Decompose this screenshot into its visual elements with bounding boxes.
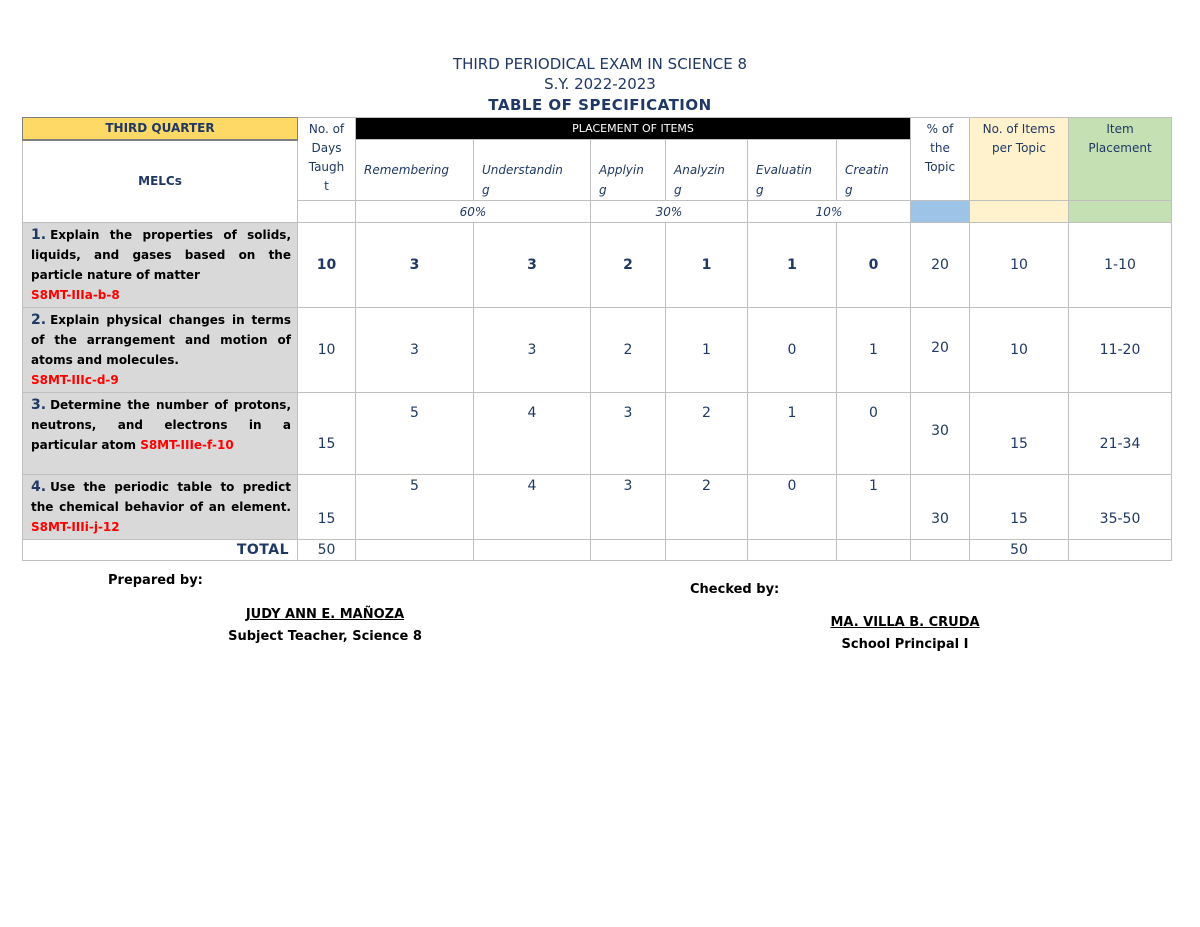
level-creating: Creatin g xyxy=(837,140,911,201)
total-label: TOTAL xyxy=(23,540,298,561)
prepared-name: JUDY ANN E. MAÑOZA xyxy=(245,607,405,622)
days-header: No. of Days Taugh t xyxy=(298,118,356,201)
total-items: 50 xyxy=(970,540,1069,561)
melc-cell: 4. Use the periodic table to predict the chemical behavior of an element. S8MT-IIIi-j-12 xyxy=(23,475,298,540)
melcs-header: MELCs xyxy=(23,140,298,223)
prepared-title: Subject Teacher, Science 8 xyxy=(228,629,422,644)
document-title: TABLE OF SPECIFICATION xyxy=(488,96,712,114)
level-understanding: Understandin g xyxy=(474,140,591,201)
exam-title: THIRD PERIODICAL EXAM IN SCIENCE 8 xyxy=(452,55,748,73)
weight-10: 10% xyxy=(748,201,911,223)
level-applying: Applyin g xyxy=(591,140,666,201)
item-placement-header: Item Placement xyxy=(1069,118,1172,201)
specification-table xyxy=(22,117,1172,561)
quarter-header: THIRD QUARTER xyxy=(23,118,298,140)
level-remembering: Remembering xyxy=(356,140,474,201)
placement-of-items-header: PLACEMENT OF ITEMS xyxy=(356,118,911,140)
table-row: 3. Determine the number of protons, neutrons, and electrons in a particular atom S8MT-IIIe-f-10 15 5 4 3 2 1 0 30 15 21-34 xyxy=(23,393,1172,475)
table-row: 1. Explain the properties of solids, liquids, and gases based on the particle nature of matter S8MT-IIIa-b-8 10 3 3 2 1 1 0 20 10 1-10 xyxy=(23,223,1172,308)
table-row: 2. Explain physical changes in terms of the arrangement and motion of atoms and molecules. S8MT-IIIc-d-9 10 3 3 2 1 0 1 20 10 11-20 xyxy=(23,308,1172,393)
percent-topic-header: % of the Topic xyxy=(911,118,970,201)
total-days: 50 xyxy=(298,540,356,561)
checked-title: School Principal I xyxy=(841,637,969,652)
table-row: 4. Use the periodic table to predict the chemical behavior of an element. S8MT-IIIi-j-12 15 5 4 3 2 0 1 30 15 35-50 xyxy=(23,475,1172,540)
level-analyzing: Analyzin g xyxy=(666,140,748,201)
items-per-topic-header: No. of Items per Topic xyxy=(970,118,1069,201)
school-year: S.Y. 2022-2023 xyxy=(544,75,656,93)
checked-name: MA. VILLA B. CRUDA xyxy=(830,615,980,630)
melc-cell: 3. Determine the number of protons, neutrons, and electrons in a particular atom S8MT-IIIe-f-10 xyxy=(23,393,298,475)
checked-label: Checked by: xyxy=(690,582,780,597)
weight-60: 60% xyxy=(356,201,591,223)
level-evaluating: Evaluatin g xyxy=(748,140,837,201)
melc-cell: 1. Explain the properties of solids, liquids, and gases based on the particle nature of matter S8MT-IIIa-b-8 xyxy=(23,223,298,308)
prepared-label: Prepared by: xyxy=(108,573,203,588)
melc-cell: 2. Explain physical changes in terms of the arrangement and motion of atoms and molecules. S8MT-IIIc-d-9 xyxy=(23,308,298,393)
total-row xyxy=(23,540,1172,561)
weight-30: 30% xyxy=(591,201,748,223)
